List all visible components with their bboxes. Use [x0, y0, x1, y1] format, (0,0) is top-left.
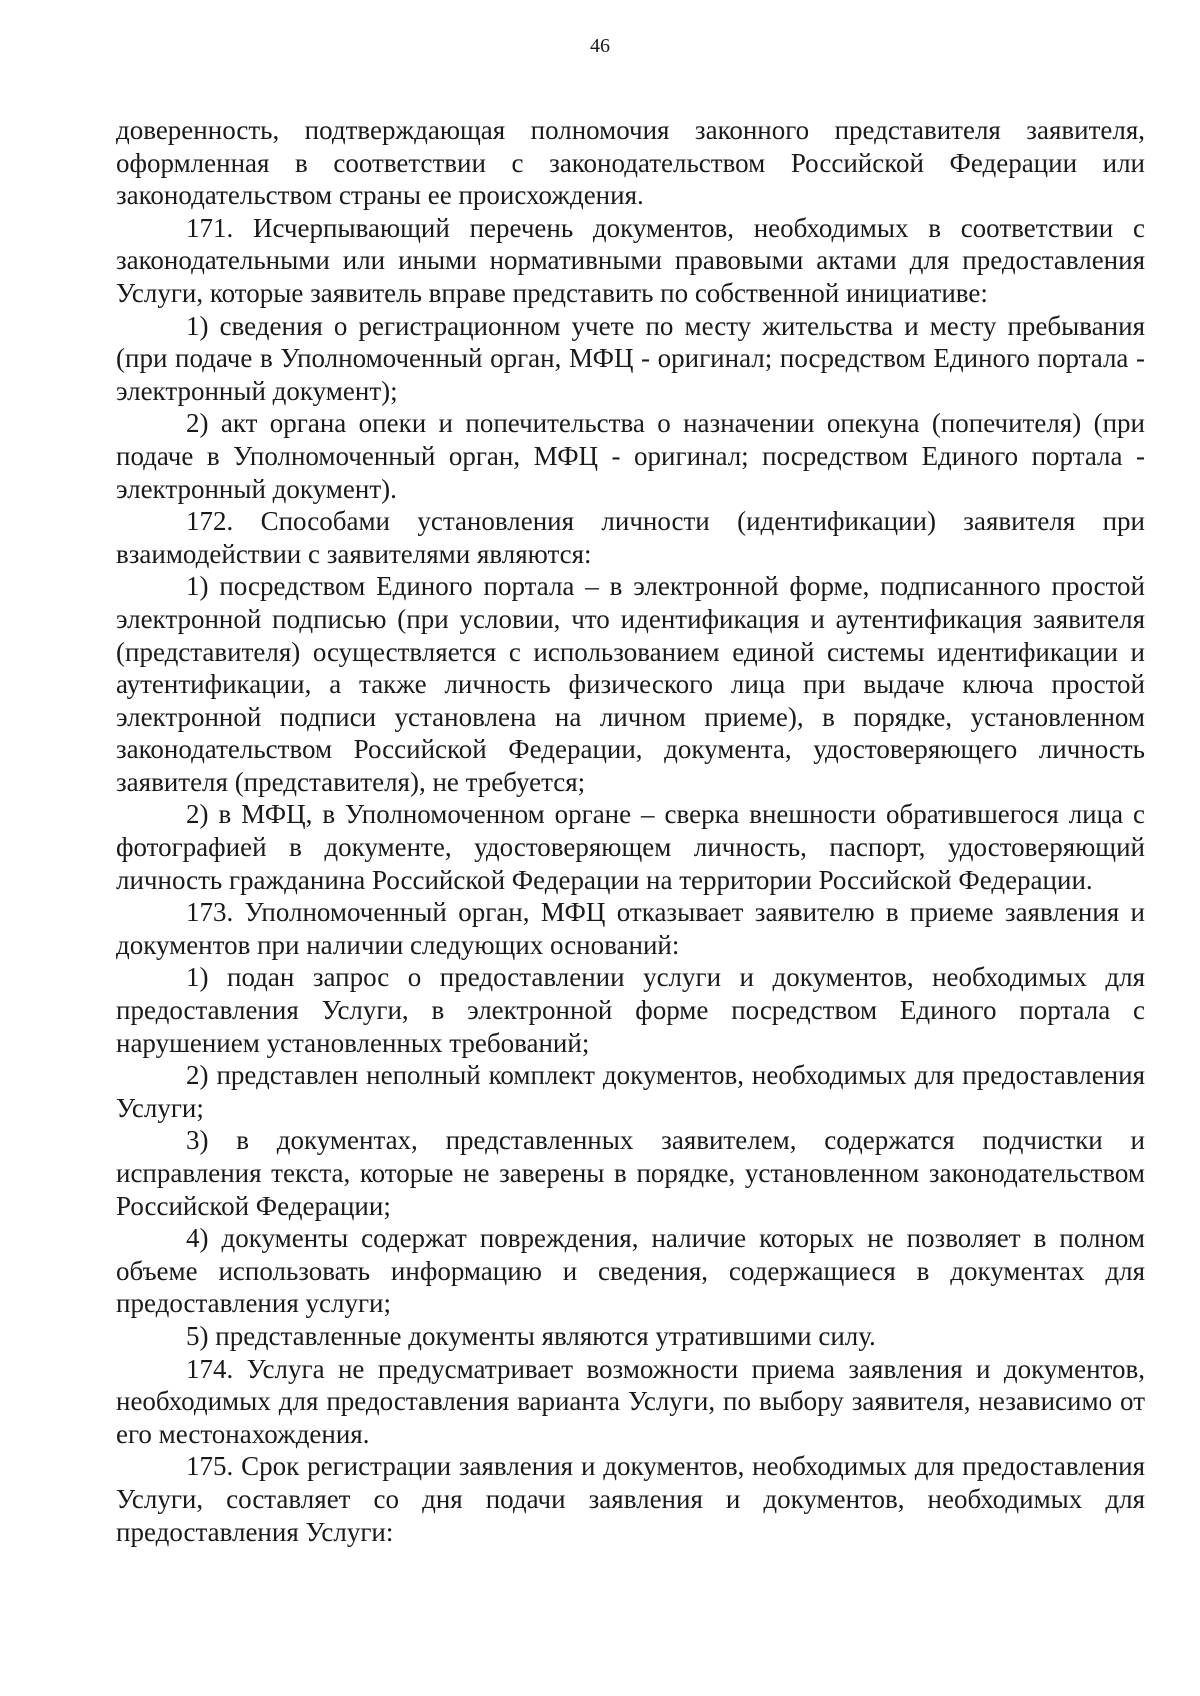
paragraph-175: 175. Срок регистрации заявления и документов, необходимых для предоставления Услуги, составляет со дня подачи заявления и документов, необходимых для предоставления Услуги: — [116, 1451, 1145, 1547]
paragraph-174: 174. Услуга не предусматривает возможности приема заявления и документов, необходимых для предоставления варианта Услуги, по выбору заявителя, независимо от его местонахождения. — [116, 1353, 1145, 1449]
paragraph-171: 171. Исчерпывающий перечень документов, необходимых в соответствии с законодательными или иными нормативными правовыми актами для предоставления Услуги, которые заявитель вправе представить по собственной инициативе: — [116, 212, 1145, 308]
paragraph-171-item-2: 2) акт органа опеки и попечительства о назначении опекуна (попечителя) (при подаче в Уполномоченный орган, МФЦ - оригинал; посредством Единого портала - электронный документ). — [116, 408, 1145, 504]
paragraph-continuation-power-of-attorney: доверенность, подтверждающая полномочия законного представителя заявителя, оформленная в соответствии с законодательством Российской Федерации или законодательством страны ее происхождения. — [116, 115, 1145, 211]
paragraph-173-item-4: 4) документы содержат повреждения, наличие которых не позволяет в полном объеме использовать информацию и сведения, содержащиеся в документах для предоставления услуги; — [116, 1223, 1145, 1319]
paragraph-172: 172. Способами установления личности (идентификации) заявителя при взаимодействии с заявителями являются: — [116, 506, 1145, 569]
paragraph-173-item-5: 5) представленные документы являются утратившими силу. — [186, 1320, 876, 1351]
paragraph-171-item-1: 1) сведения о регистрационном учете по месту жительства и месту пребывания (при подаче в Уполномоченный орган, МФЦ - оригинал; посредством Единого портала - электронный документ); — [116, 310, 1145, 406]
page-number: 46 — [590, 35, 610, 57]
paragraph-173-item-2: 2) представлен неполный комплект документов, необходимых для предоставления Услуги; — [116, 1060, 1145, 1123]
paragraph-173: 173. Уполномоченный орган, МФЦ отказывает заявителю в приеме заявления и документов при наличии следующих оснований: — [116, 897, 1145, 960]
paragraph-172-item-2: 2) в МФЦ, в Уполномоченном органе – сверка внешности обратившегося лица с фотографией в документе, удостоверяющем личность, паспорт, удостоверяющий личность гражданина Российской Федерации на территории Российской Федерации. — [116, 799, 1145, 895]
paragraph-172-item-1: 1) посредством Единого портала – в электронной форме, подписанного простой электронной подписью (при условии, что идентификация и аутентификация заявителя (представителя) осуществляется с использованием единой системы идентификации и аутентификации, а также личность физического лица при выдаче ключа простой электронной подписи установлена на личном приеме), в порядке, установленном законодательством Российской Федерации, документа, удостоверяющего личность заявителя (представителя), не требуется; — [116, 571, 1145, 797]
paragraph-173-item-3: 3) в документах, представленных заявителем, содержатся подчистки и исправления текста, которые не заверены в порядке, установленном законодательством Российской Федерации; — [116, 1125, 1145, 1221]
paragraph-173-item-1: 1) подан запрос о предоставлении услуги и документов, необходимых для предоставления Услуги, в электронной форме посредством Единого портала с нарушением установленных требований; — [116, 962, 1145, 1058]
document-body — [116, 114, 1145, 1548]
